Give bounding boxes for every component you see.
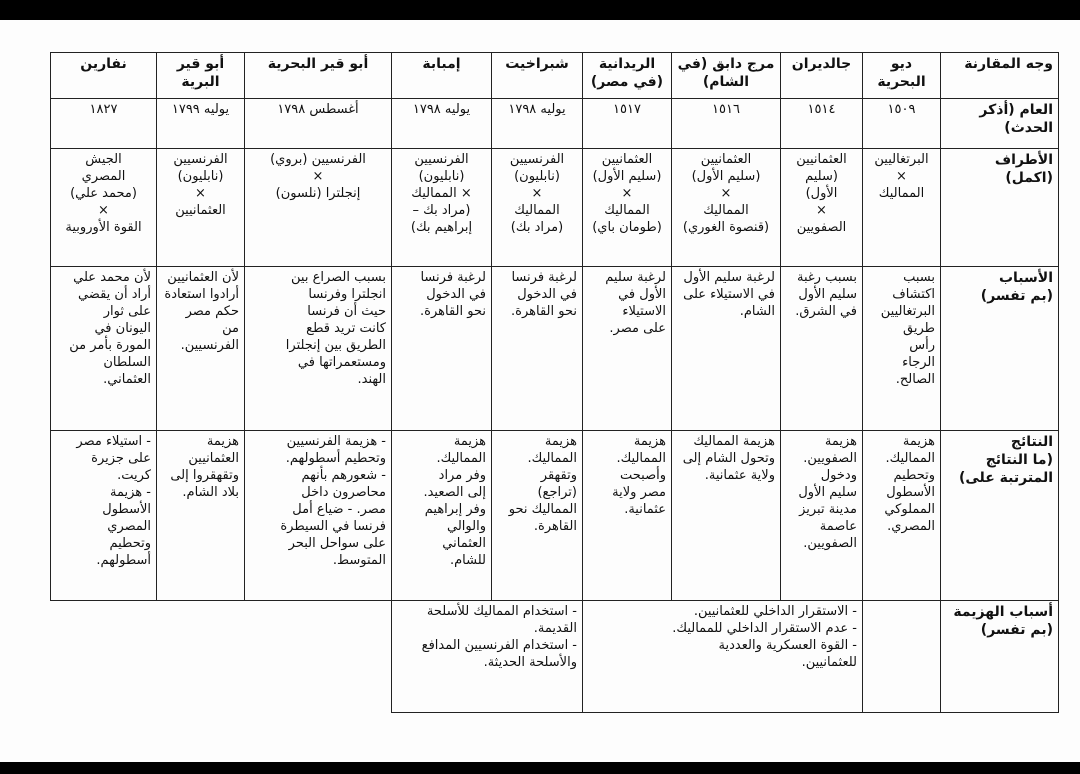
defeat-blank-area — [157, 601, 245, 713]
header-marj-dabiq: مرج دابق (في الشام) — [672, 53, 781, 99]
parties-cell: العثمانيين (سليم الأول) × المماليك (طومان باي) — [583, 149, 672, 267]
header-criteria: وجه المقارنة — [941, 53, 1059, 99]
defeat-blank-area — [245, 601, 392, 713]
results-cell: هزيمة المماليك. وتحطيم الأسطول المملوكي المصري. — [863, 431, 941, 601]
causes-cell: لرغبة سليم الأول في الاستيلاء على مصر. — [583, 267, 672, 431]
ottoman-defeat-reasons: - الاستقرار الداخلي للعثمانيين. - عدم الاستقرار الداخلي للمماليك. - القوة العسكرية والعددية للعثمانيين. — [583, 601, 863, 713]
defeat-reasons-row — [51, 601, 1059, 713]
top-black-border — [0, 0, 1080, 20]
header-shubrakhit: شبراخيت — [492, 53, 583, 99]
results-cell: هزيمة المماليك. وفر مراد إلى الصعيد. وفر إبراهيم والوالي العثماني للشام. — [392, 431, 492, 601]
causes-row — [51, 267, 1059, 431]
row-label-year: العام (أذكر الحدث) — [941, 99, 1059, 149]
header-imbaba: إمبابة — [392, 53, 492, 99]
results-cell: - هزيمة الفرنسيين وتحطيم أسطولهم. - شعورهم بأنهم محاصرون داخل مصر. - ضياع أمل فرنسا في السيطرة على سواحل البحر المتوسط. — [245, 431, 392, 601]
parties-cell: البرتغاليين × المماليك — [863, 149, 941, 267]
year-cell: ١٨٢٧ — [51, 99, 157, 149]
results-cell: - استيلاء مصر على جزيرة كريت. - هزيمة الأسطول المصري وتحطيم أسطولهم. — [51, 431, 157, 601]
year-cell: ١٥١٦ — [672, 99, 781, 149]
header-chaldiran: جالديران — [781, 53, 863, 99]
parties-cell: الفرنسيين (نابليون) × العثمانيين — [157, 149, 245, 267]
causes-cell: بسبب رغبة سليم الأول في الشرق. — [781, 267, 863, 431]
row-label-defeat-reasons: أسباب الهزيمة (بم تفسر) — [941, 601, 1059, 713]
parties-row — [51, 149, 1059, 267]
french-defeat-reasons: - استخدام المماليك للأسلحة القديمة. - استخدام الفرنسيين المدافع والأسلحة الحديثة. — [392, 601, 583, 713]
causes-cell: لأن العثمانيين أرادوا استعادة حكم مصر من الفرنسيين. — [157, 267, 245, 431]
year-cell: ١٥٠٩ — [863, 99, 941, 149]
causes-cell: لرغبة فرنسا في الدخول نحو القاهرة. — [492, 267, 583, 431]
results-cell: هزيمة المماليك. وأصبحت مصر ولاية عثمانية. — [583, 431, 672, 601]
year-cell: أغسطس ١٧٩٨ — [245, 99, 392, 149]
results-cell: هزيمة الصفويين. ودخول سليم الأول مدينة تبريز عاصمة الصفويين. — [781, 431, 863, 601]
year-cell: ١٥١٤ — [781, 99, 863, 149]
causes-cell: لأن محمد علي أراد أن يقضي على ثوار اليونان في المورة بأمر من السلطان العثماني. — [51, 267, 157, 431]
row-label-results: النتائج (ما النتائج المترتبة على) — [941, 431, 1059, 601]
header-navarino: نفارين — [51, 53, 157, 99]
causes-cell: بسبب اكتشاف البرتغاليين طريق رأس الرجاء الصالح. — [863, 267, 941, 431]
year-cell: يوليه ١٧٩٨ — [492, 99, 583, 149]
header-abukir-naval: أبو قير البحرية — [245, 53, 392, 99]
results-row — [51, 431, 1059, 601]
causes-cell: بسبب الصراع بين انجلترا وفرنسا حيث أن فرنسا كانت تريد قطع الطريق بين إنجلترا ومستعمراتها في الهند. — [245, 267, 392, 431]
parties-cell: الفرنسيين (نابليون) × المماليك (مراد بك) — [492, 149, 583, 267]
causes-cell: لرغبة سليم الأول في الاستيلاء على الشام. — [672, 267, 781, 431]
row-label-parties: الأطراف (اكمل) — [941, 149, 1059, 267]
document-page — [0, 20, 1080, 762]
year-cell: ١٥١٧ — [583, 99, 672, 149]
header-diu: ديو البحرية — [863, 53, 941, 99]
results-cell: هزيمة المماليك. وتقهقر (تراجع) المماليك نحو القاهرة. — [492, 431, 583, 601]
results-cell: هزيمة المماليك وتحول الشام إلى ولاية عثمانية. — [672, 431, 781, 601]
parties-cell: الجيش المصري (محمد علي) × القوة الأوروبية — [51, 149, 157, 267]
defeat-empty-cell — [863, 601, 941, 713]
defeat-blank-area — [51, 601, 157, 713]
year-cell: يوليه ١٧٩٨ — [392, 99, 492, 149]
parties-cell: العثمانيين (سليم الأول) × المماليك (قنصوة الغوري) — [672, 149, 781, 267]
causes-cell: لرغبة فرنسا في الدخول نحو القاهرة. — [392, 267, 492, 431]
header-ridaniya: الريدانية (في مصر) — [583, 53, 672, 99]
parties-cell: الفرنسيين (بروي) × إنجلترا (نلسون) — [245, 149, 392, 267]
year-cell: يوليه ١٧٩٩ — [157, 99, 245, 149]
year-row — [51, 99, 1059, 149]
parties-cell: الفرنسيين (نابليون) × المماليك (مراد بك – إبراهيم بك) — [392, 149, 492, 267]
row-label-causes: الأسباب (بم تفسر) — [941, 267, 1059, 431]
bottom-black-border — [0, 762, 1080, 774]
header-row — [51, 53, 1059, 99]
comparison-table — [50, 52, 1059, 713]
results-cell: هزيمة العثمانيين وتقهقروا إلى بلاد الشام. — [157, 431, 245, 601]
parties-cell: العثمانيين (سليم الأول) × الصفويين — [781, 149, 863, 267]
header-abukir-land: أبو قير البرية — [157, 53, 245, 99]
